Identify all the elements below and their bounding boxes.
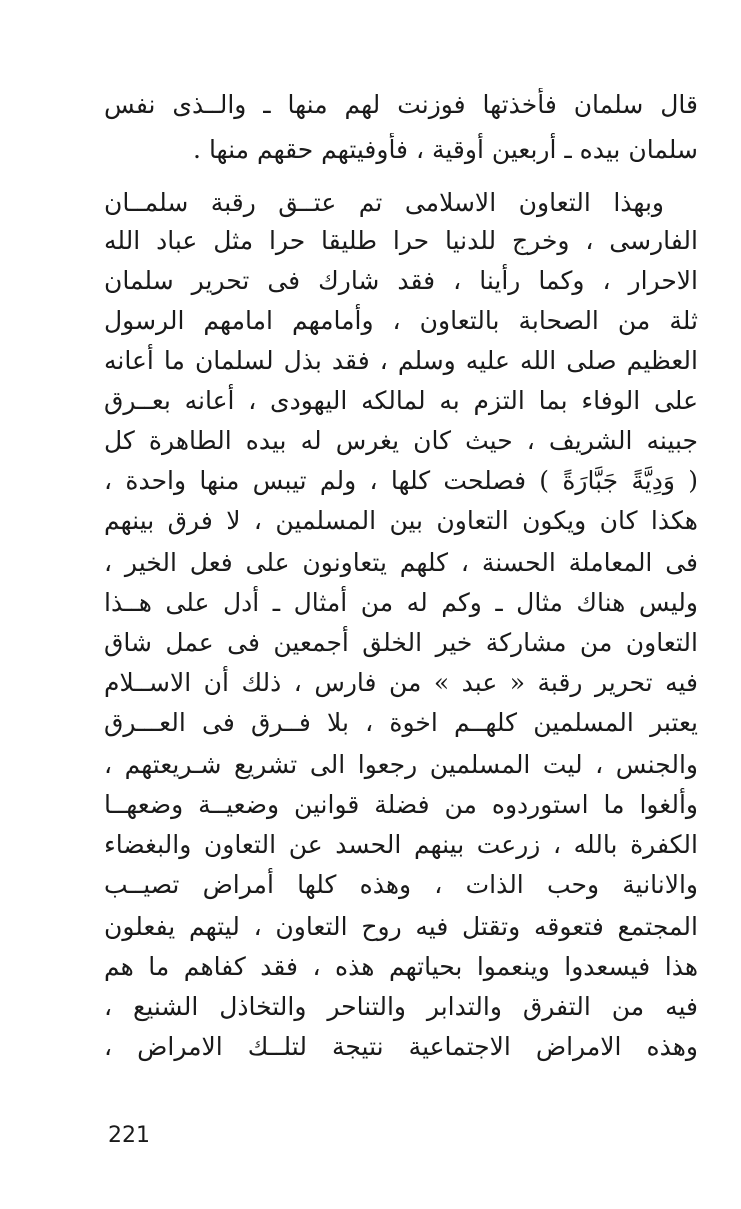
text-line: الفارسى ، وخرج للدنيا حرا طليقا حرا مثل عباد الله xyxy=(104,226,698,255)
text-line: التعاون من مشاركة خير الخلق أجمعين فى عمل شاق xyxy=(104,628,698,657)
text-line: وليس هناك مثال ـ وكم له من أمثال ـ أدل على هــذا xyxy=(104,588,698,617)
text-line: يعتبر المسلمين كلهــم اخوة ، بلا فــرق فى العـــرق xyxy=(104,708,698,737)
text-line: والجنس ، ليت المسلمين رجعوا الى تشريع شـريعتهم ، xyxy=(104,750,698,779)
text-line: الاحرار ، وكما رأينا ، فقد شارك فى تحرير سلمان xyxy=(104,266,698,295)
text-line: وألغوا ما استوردوه من فضلة قوانين وضعيــة وضعهــا xyxy=(104,790,698,819)
text-line: فيه تحرير رقبة « عبد » من فارس ، ذلك أن الاســلام xyxy=(104,668,698,697)
text-line: على الوفاء بما التزم به لمالكه اليهودى ، أعانه بعــرق xyxy=(104,386,698,415)
text-line: سلمان بيده ـ أربعين أوقية ، فأوفيتهم حقهم منها . xyxy=(193,135,698,164)
text-line: ( وَدِيَّةً جَبَّارَةً ) فصلحت كلها ، ولم تيبس منها واحدة ، xyxy=(104,466,698,495)
page-number: 221 xyxy=(108,1123,150,1148)
text-line: هذا فيسعدوا وينعموا بحياتهم هذه ، فقد كفاهم ما هم xyxy=(104,952,698,981)
text-line: الكفرة بالله ، زرعت بينهم الحسد عن التعاون والبغضاء xyxy=(104,830,698,859)
text-line: قال سلمان فأخذتها فوزنت لهم منها ـ والــذى نفس xyxy=(104,90,698,119)
text-line: ثلة من الصحابة بالتعاون ، وأمامهم امامهم الرسول xyxy=(104,306,698,335)
paragraph-first-line: وبهذا التعاون الاسلامى تم عتــق رقبة سلمــان xyxy=(104,188,664,217)
text-line: هكذا كان ويكون التعاون بين المسلمين ، لا فرق بينهم xyxy=(104,506,698,535)
text-line: فيه من التفرق والتدابر والتناحر والتخاذل الشنيع ، xyxy=(104,992,698,1021)
text-line: جبينه الشريف ، حيث كان يغرس له بيده الطاهرة كل xyxy=(104,426,698,455)
text-line: فى المعاملة الحسنة ، كلهم يتعاونون على فعل الخير ، xyxy=(104,548,698,577)
text-line: والانانية وحب الذات ، وهذه كلها أمراض تصيــب xyxy=(104,870,698,899)
text-line: العظيم صلى الله عليه وسلم ، فقد بذل لسلمان ما أعانه xyxy=(104,346,698,375)
text-line: وهذه الامراض الاجتماعية نتيجة لتلــك الامراض ، xyxy=(104,1032,698,1061)
text-line: المجتمع فتعوقه وتقتل فيه روح التعاون ، ليتهم يفعلون xyxy=(104,912,698,941)
